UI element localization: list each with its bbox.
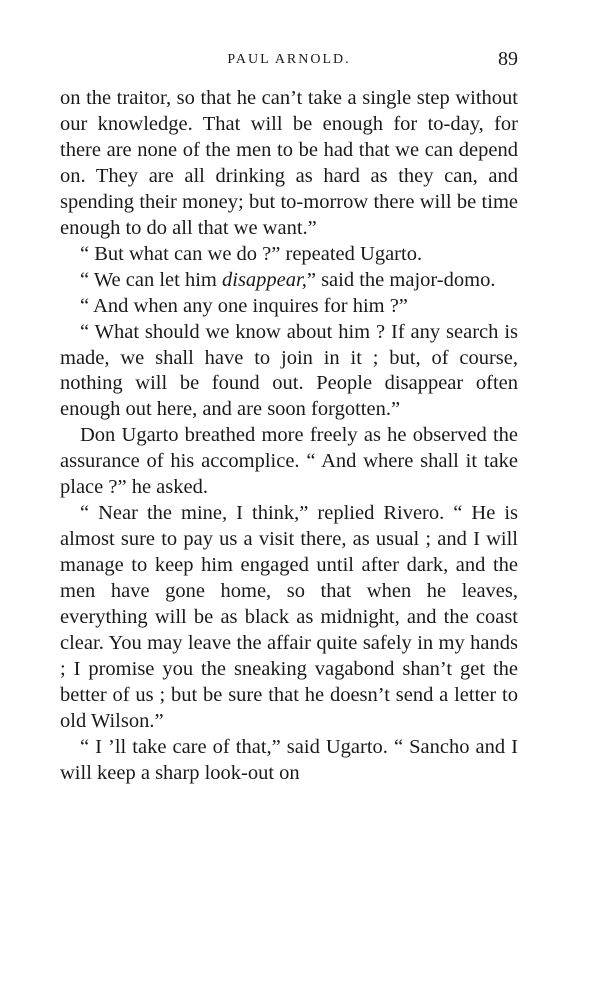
- paragraph: “ But what can we do ?” repeated Ugarto.: [80, 242, 423, 265]
- text-run: “ We can let him: [80, 268, 222, 291]
- emphasized-word: disappear,: [222, 268, 307, 291]
- body-text: [60, 86, 518, 787]
- paragraph: “ I ’ll take care of that,” said Ugarto. “ Sancho and I will keep a sharp look-out on: [60, 735, 518, 784]
- page-header: [60, 48, 518, 74]
- paragraph: “ And when any one inquires for him ?”: [80, 294, 408, 317]
- text-run: ” said the major-domo.: [306, 268, 496, 291]
- paragraph: [60, 268, 518, 294]
- paragraph-continued: on the traitor, so that he can’t take a single step without our knowledge. That will be enough for to-day, for there are none of the men to be had that we can depend on. They are all drinking as hard as they can, and spending their money; but to-morrow there will be time enough to do all that we want.”: [60, 87, 518, 239]
- paragraph: “ What should we know about him ? If any search is made, we shall have to join in it ; but, of course, nothing will be found out. People disappear often enough out here, and are soon forgotten.”: [60, 320, 518, 421]
- running-head: PAUL ARNOLD.: [227, 52, 351, 67]
- page-number: 89: [498, 48, 518, 70]
- paragraph: Don Ugarto breathed more freely as he observed the assurance of his accomplice. “ And where shall it take place ?” he asked.: [60, 424, 518, 499]
- paragraph: “ Near the mine, I think,” replied Rivero. “ He is almost sure to pay us a visit there, as usual ; and I will manage to keep him engaged until after dark, and the men have gone home, so that when he leaves, everything will be as black as midnight, and the coast clear. You may leave the affair quite safely in my hands ; I promise you the sneaking vagabond shan’t get the better of us ; but be sure that he doesn’t send a letter to old Wilson.”: [60, 502, 518, 732]
